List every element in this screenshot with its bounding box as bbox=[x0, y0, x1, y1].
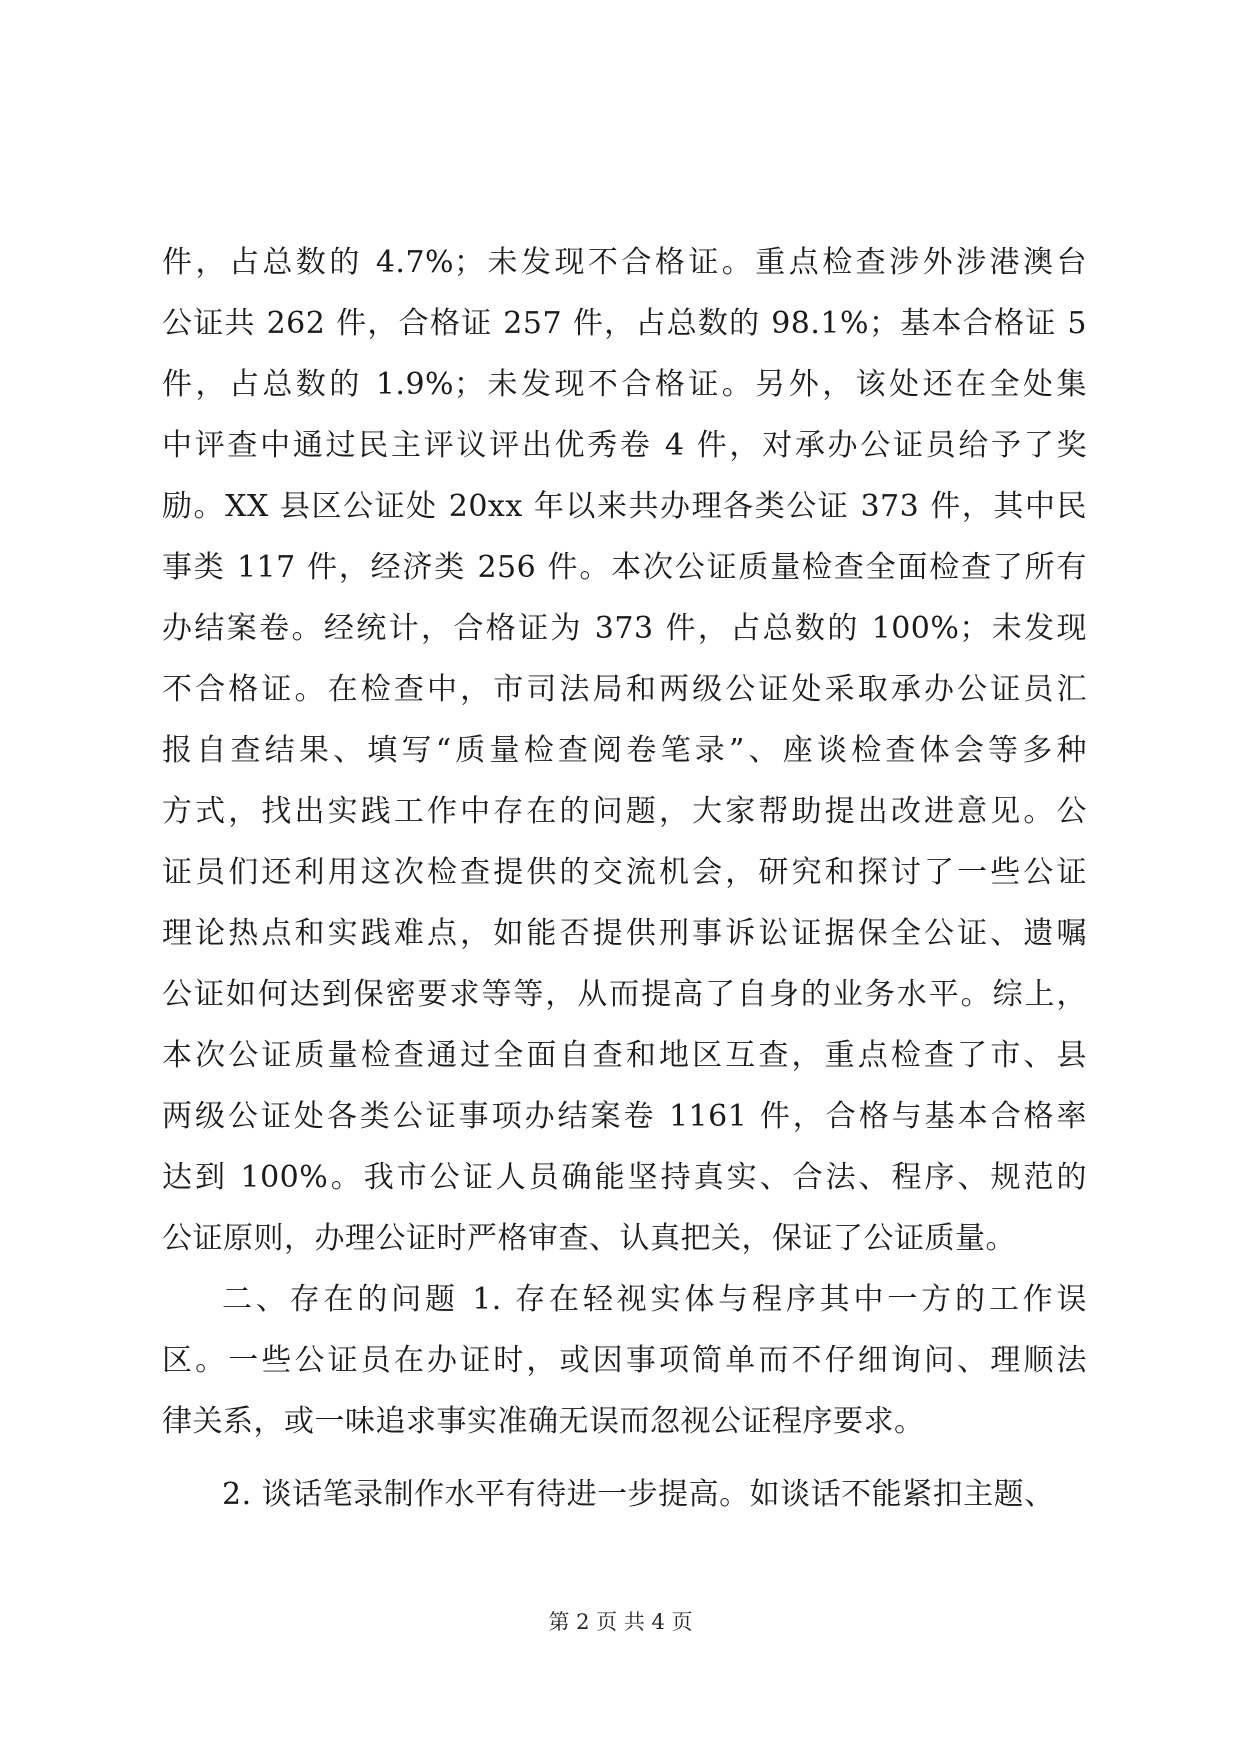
text-line: 公证原则，办理公证时严格审查、认真把关，保证了公证质量。 bbox=[162, 1221, 1016, 1256]
text-line: 2. 谈话笔录制作水平有待进一步提高。如谈话不能紧扣主题、 bbox=[222, 1477, 1055, 1512]
text-line: 报自查结果、填写“质量检查阅卷笔录”、座谈检查体会等多种 bbox=[162, 733, 1087, 768]
text-line: 不合格证。在检查中，市司法局和两级公证处采取承办公证员汇 bbox=[162, 672, 1087, 707]
text-line: 中评查中通过民主评议评出优秀卷 4 件，对承办公证员给予了奖 bbox=[162, 428, 1087, 463]
page-number-footer: 第 2 页 共 4 页 bbox=[548, 1610, 693, 1634]
text-line: 公证如何达到保密要求等等，从而提高了自身的业务水平。综上， bbox=[162, 977, 1087, 1012]
text-line: 理论热点和实践难点，如能否提供刑事诉讼证据保全公证、遗嘱 bbox=[162, 916, 1087, 951]
section-heading-line: 二、存在的问题 1. 存在轻视实体与程序其中一方的工作误 bbox=[222, 1282, 1087, 1317]
text-line: 件，占总数的 4.7%；未发现不合格证。重点检查涉外涉港澳台 bbox=[162, 245, 1087, 280]
text-line: 本次公证质量检查通过全面自查和地区互查，重点检查了市、县 bbox=[162, 1038, 1087, 1073]
text-line: 公证共 262 件，合格证 257 件，占总数的 98.1%；基本合格证 5 bbox=[162, 306, 1087, 341]
text-line: 方式，找出实践工作中存在的问题，大家帮助提出改进意见。公 bbox=[162, 794, 1087, 829]
text-line: 区。一些公证员在办证时，或因事项简单而不仔细询问、理顺法 bbox=[162, 1343, 1087, 1378]
text-line: 律关系，或一味追求事实准确无误而忽视公证程序要求。 bbox=[162, 1404, 925, 1439]
body-text bbox=[162, 232, 1087, 1525]
text-line: 证员们还利用这次检查提供的交流机会，研究和探讨了一些公证 bbox=[162, 855, 1087, 890]
text-line: 办结案卷。经统计，合格证为 373 件，占总数的 100%；未发现 bbox=[162, 611, 1087, 646]
text-line: 两级公证处各类公证事项办结案卷 1161 件，合格与基本合格率 bbox=[162, 1099, 1087, 1134]
text-line: 件，占总数的 1.9%；未发现不合格证。另外，该处还在全处集 bbox=[162, 367, 1087, 402]
text-line: 励。XX 县区公证处 20xx 年以来共办理各类公证 373 件，其中民 bbox=[162, 489, 1087, 524]
text-line: 达到 100%。我市公证人员确能坚持真实、合法、程序、规范的 bbox=[162, 1160, 1087, 1195]
text-line: 事类 117 件，经济类 256 件。本次公证质量检查全面检查了所有 bbox=[162, 550, 1087, 585]
